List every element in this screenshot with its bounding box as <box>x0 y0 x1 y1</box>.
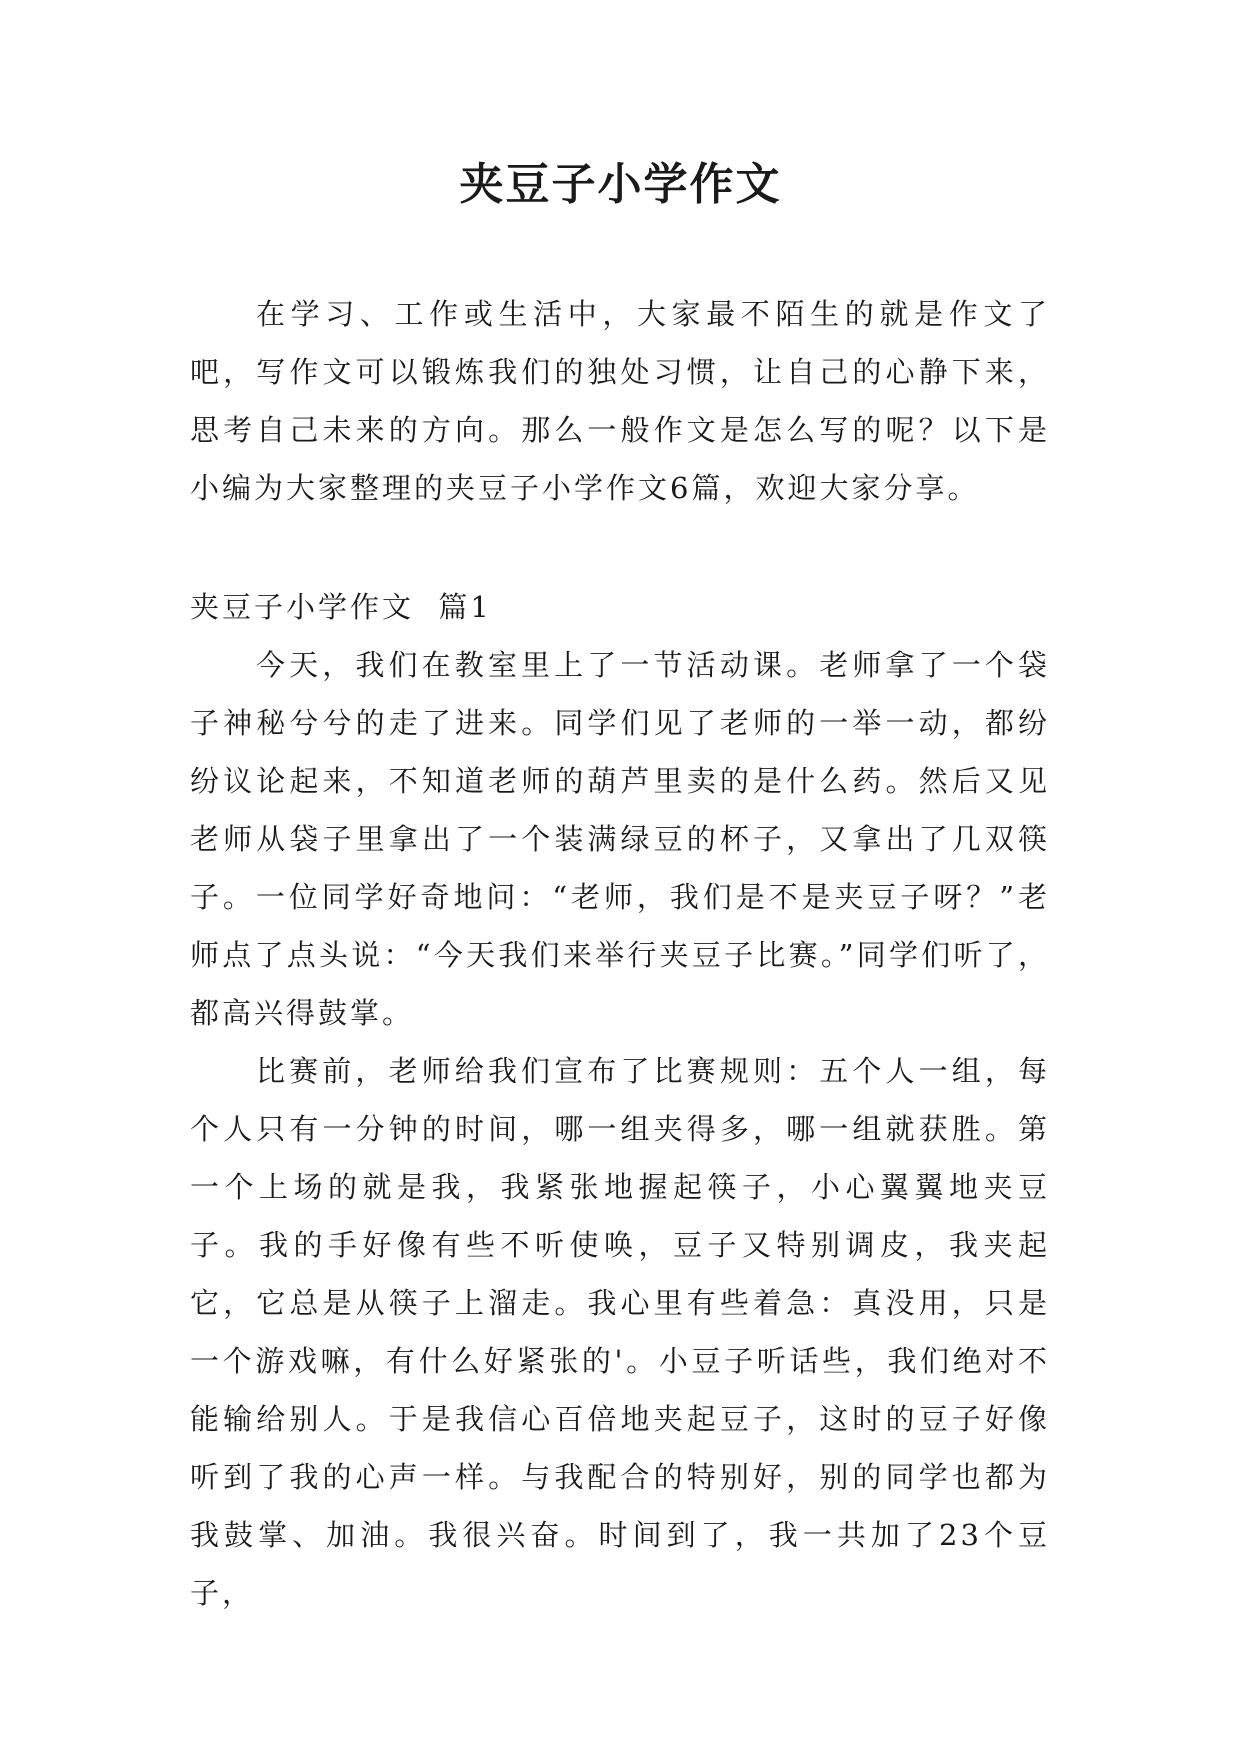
document-title: 夹豆子小学作文 <box>459 159 782 210</box>
section-heading: 夹豆子小学作文 篇1 <box>190 590 492 624</box>
intro-paragraph: 在学习、工作或生活中，大家最不陌生的就是作文了吧，写作文可以锻炼我们的独处习惯，让自己的心静下来，思考自己未来的方向。那么一般作文是怎么写的呢？以下是小编为大家整理的夹豆子小学作文6篇，欢迎大家分享。 <box>190 297 1050 505</box>
essay-body <box>190 636 1050 1622</box>
essay-paragraph-2: 比赛前，老师给我们宣布了比赛规则：五个人一组，每个人只有一分钟的时间，哪一组夹得多，哪一组就获胜。第一个上场的就是我，我紧张地握起筷子，小心翼翼地夹豆子。我的手好像有些不听使唤，豆子又特别调皮，我夹起它，它总是从筷子上溜走。我心里有些着急：真没用，只是一个游戏嘛，有什么好紧张的'。小豆子听话些，我们绝对不能输给别人。于是我信心百倍地夹起豆子，这时的豆子好像听到了我的心声一样。与我配合的特别好，别的同学也都为我鼓掌、加油。我很兴奋。时间到了，我一共加了23个豆子， <box>190 1054 1050 1610</box>
essay-paragraph-1: 今天，我们在教室里上了一节活动课。老师拿了一个袋子神秘兮兮的走了进来。同学们见了老师的一举一动，都纷纷议论起来，不知道老师的葫芦里卖的是什么药。然后又见老师从袋子里拿出了一个装满绿豆的杯子，又拿出了几双筷子。一位同学好奇地问：“老师，我们是不是夹豆子呀？”老师点了点头说：“今天我们来举行夹豆子比赛。”同学们听了，都高兴得鼓掌。 <box>190 648 1050 1030</box>
